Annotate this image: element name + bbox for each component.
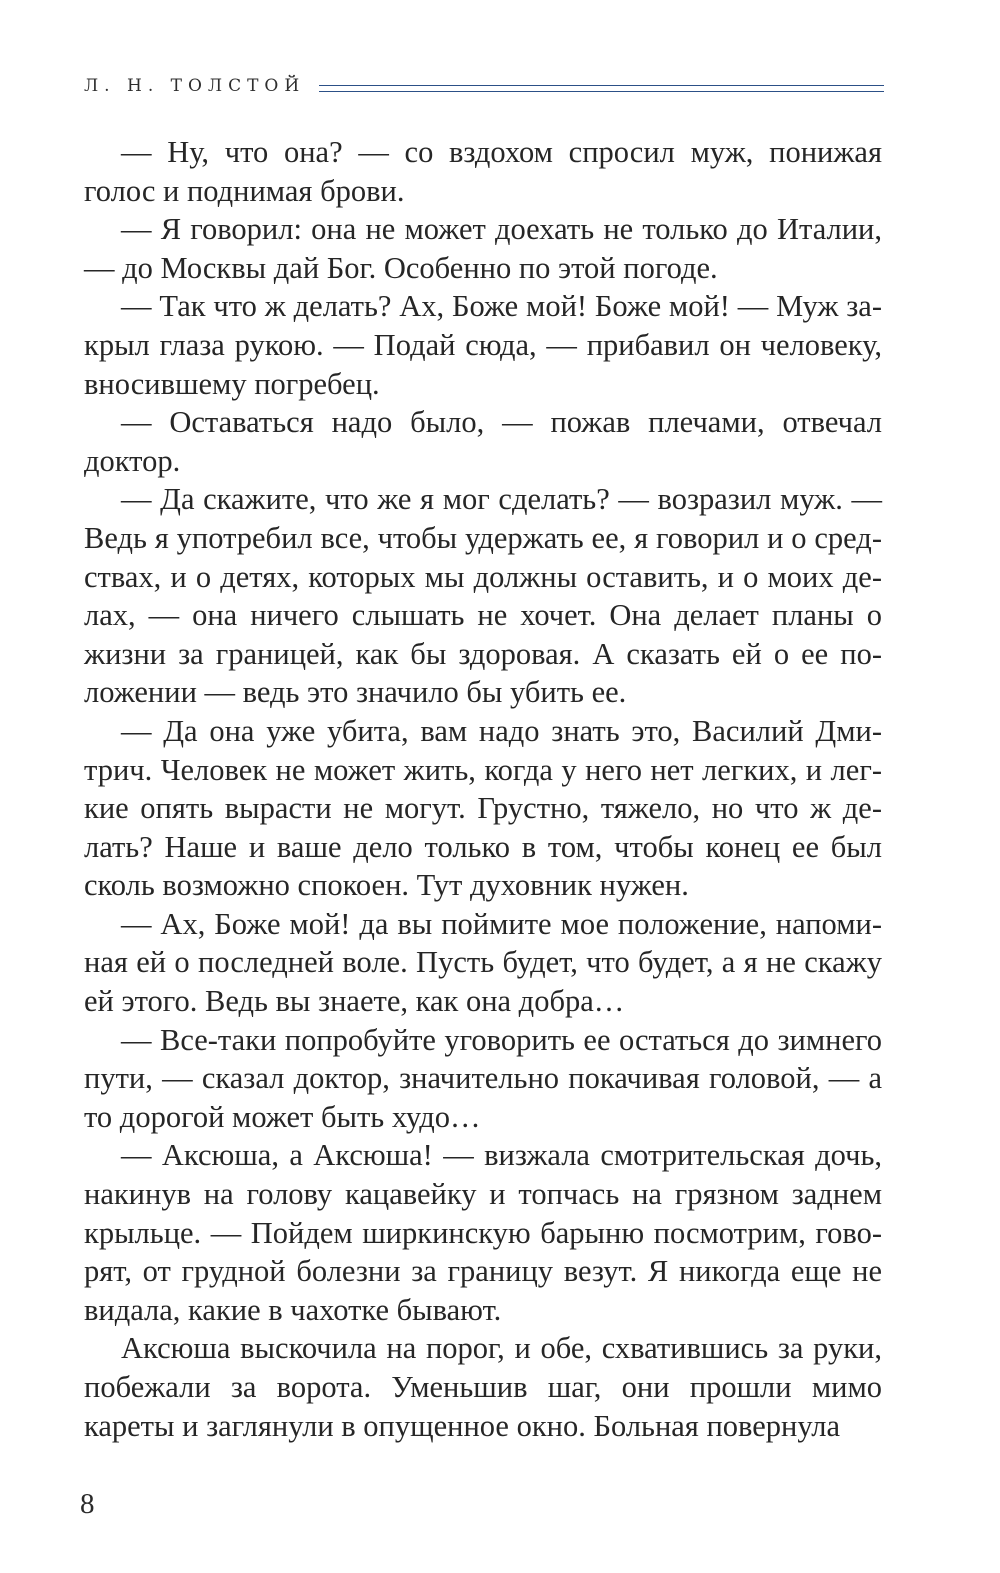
paragraph: — Аксюша, а Аксюша! — визжала смотрительская дочь, накинув на голову кацавейку и топчась на грязном заднем крыльце. — Пойдем ширкинскую барыню посмотрим, говорят, от грудной болезни за границу везут. Я никогда еще не видала, какие в чахотке бывают. (84, 1138, 882, 1327)
paragraph: — Ну, что она? — со вздохом спросил муж, понижая голос и поднимая брови. (84, 135, 882, 208)
paragraph: — Я говорил: она не может доехать не только до Италии, — до Москвы дай Бог. Особенно по этой погоде. (84, 212, 882, 285)
body-text (84, 133, 882, 1445)
paragraph: — Оставаться надо было, — пожав плечами, отвечал доктор. (84, 405, 882, 478)
running-head (84, 66, 884, 106)
header-double-rule (319, 85, 884, 92)
paragraph: — Да она уже убита, вам надо знать это, Василий Дмитрич. Человек не может жить, когда у него нет легких, и легкие опять вырасти не могут. Грустно, тяжело, но что ж делать? Наше и ваше дело только в том, чтобы конец ее был сколь возможно спокоен. Тут духовник нужен. (84, 713, 882, 903)
paragraph: — Так что ж делать? Ах, Боже мой! Боже мой! — Муж закрыл глаза рукою. — Подай сюда, — прибавил он человеку, вносившему погребец. (84, 289, 882, 401)
running-title: Л. Н. ТОЛСТОЙ (84, 76, 306, 96)
paragraph: — Все-таки попробуйте уговорить ее остаться до зимнего пути, — сказал доктор, значительно покачивая головой, — а то дорогой может быть худо… (84, 1022, 882, 1134)
paragraph: — Ах, Боже мой! да вы поймите мое положение, напоминая ей о последней воле. Пусть будет, что будет, а я не скажу ей этого. Ведь вы знаете, как она добра… (84, 906, 882, 1019)
page-number: 8 (80, 1488, 95, 1520)
paragraph: — Да скажите, что же я мог сделать? — возразил муж. — Ведь я употребил все, чтобы удержать ее, я говорил и о средствах, и о детях, которых мы должны оставить, и о моих делах, — она ничего слышать не хочет. Она делает планы о жизни за границей, как бы здоровая. А сказать ей о ее положении — ведь это значило бы убить ее. (84, 482, 882, 710)
paragraph: Аксюша выскочила на порог, и обе, схватившись за руки, побежали за ворота. Уменьшив шаг, они прошли мимо кареты и заглянули в опущенное окно. Больная повернула (84, 1331, 882, 1443)
